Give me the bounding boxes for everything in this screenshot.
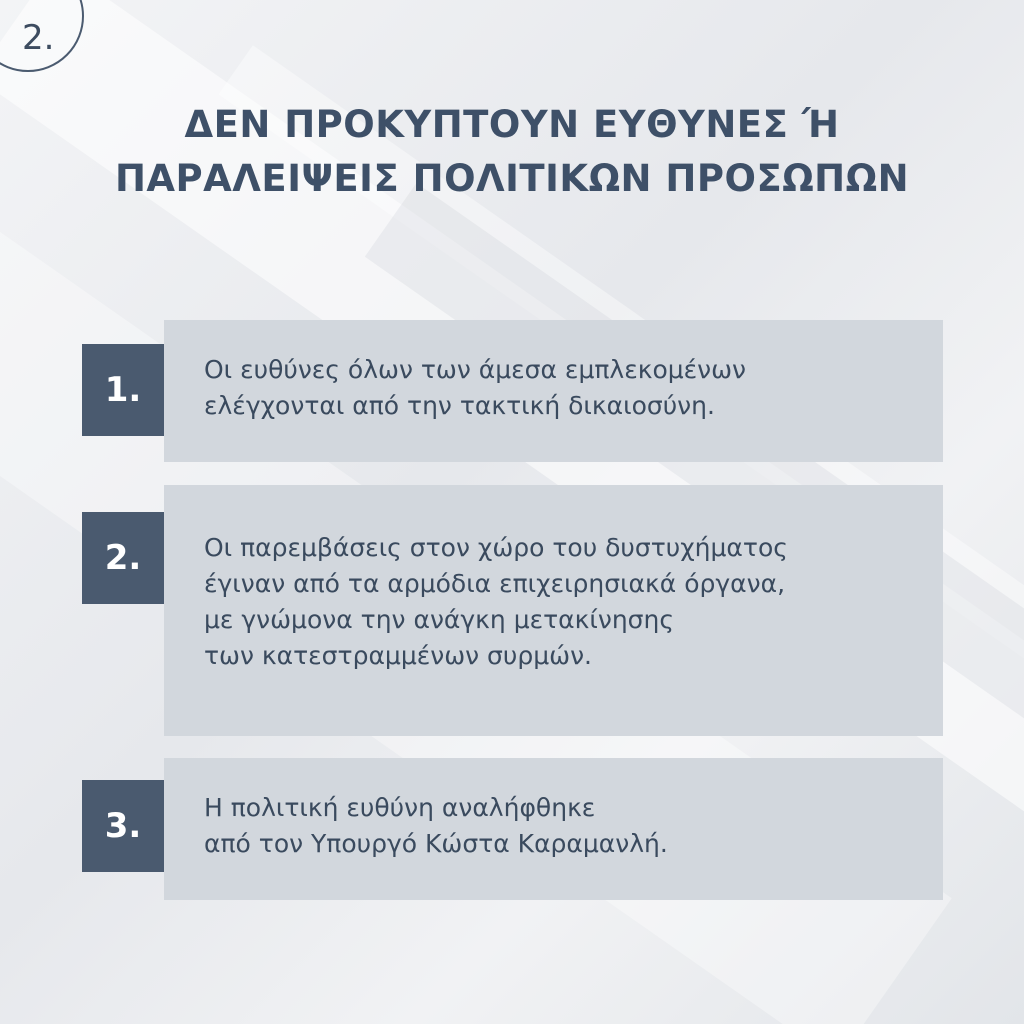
headline — [0, 98, 1024, 206]
list-item-card — [164, 320, 943, 462]
list-item-text — [204, 530, 923, 674]
headline-line: ΔΕΝ ΠΡΟΚΥΠΤΟΥΝ ΕΥΘΥΝΕΣ Ή — [184, 103, 840, 146]
list-item-number: 3. — [82, 780, 164, 872]
list-item-line: έγιναν από τα αρμόδια επιχειρησιακά όργανα, — [204, 569, 786, 598]
list-item-line: με γνώμονα την ανάγκη μετακίνησης — [204, 605, 675, 634]
list-item-line: ελέγχονται από την τακτική δικαιοσύνη. — [204, 391, 715, 420]
list-item-line: Οι παρεμβάσεις στον χώρο του δυστυχήματος — [204, 533, 788, 562]
list-item-text — [204, 352, 923, 424]
list-item-line: Οι ευθύνες όλων των άμεσα εμπλεκομένων — [204, 355, 747, 384]
page-number: 2. — [22, 18, 55, 58]
list-item-line: των κατεστραμμένων συρμών. — [204, 641, 592, 670]
list-item-card — [164, 485, 943, 736]
list-item-line: Η πολιτική ευθύνη αναλήφθηκε — [204, 793, 596, 822]
list-item-number: 2. — [82, 512, 164, 604]
headline-line: ΠΑΡΑΛΕΙΨΕΙΣ ΠΟΛΙΤΙΚΩΝ ΠΡΟΣΩΠΩΝ — [114, 157, 910, 200]
list-item-text — [204, 790, 923, 862]
list-item-line: από τον Υπουργό Κώστα Καραμανλή. — [204, 829, 668, 858]
list-item-card — [164, 758, 943, 900]
list-item-number: 1. — [82, 344, 164, 436]
